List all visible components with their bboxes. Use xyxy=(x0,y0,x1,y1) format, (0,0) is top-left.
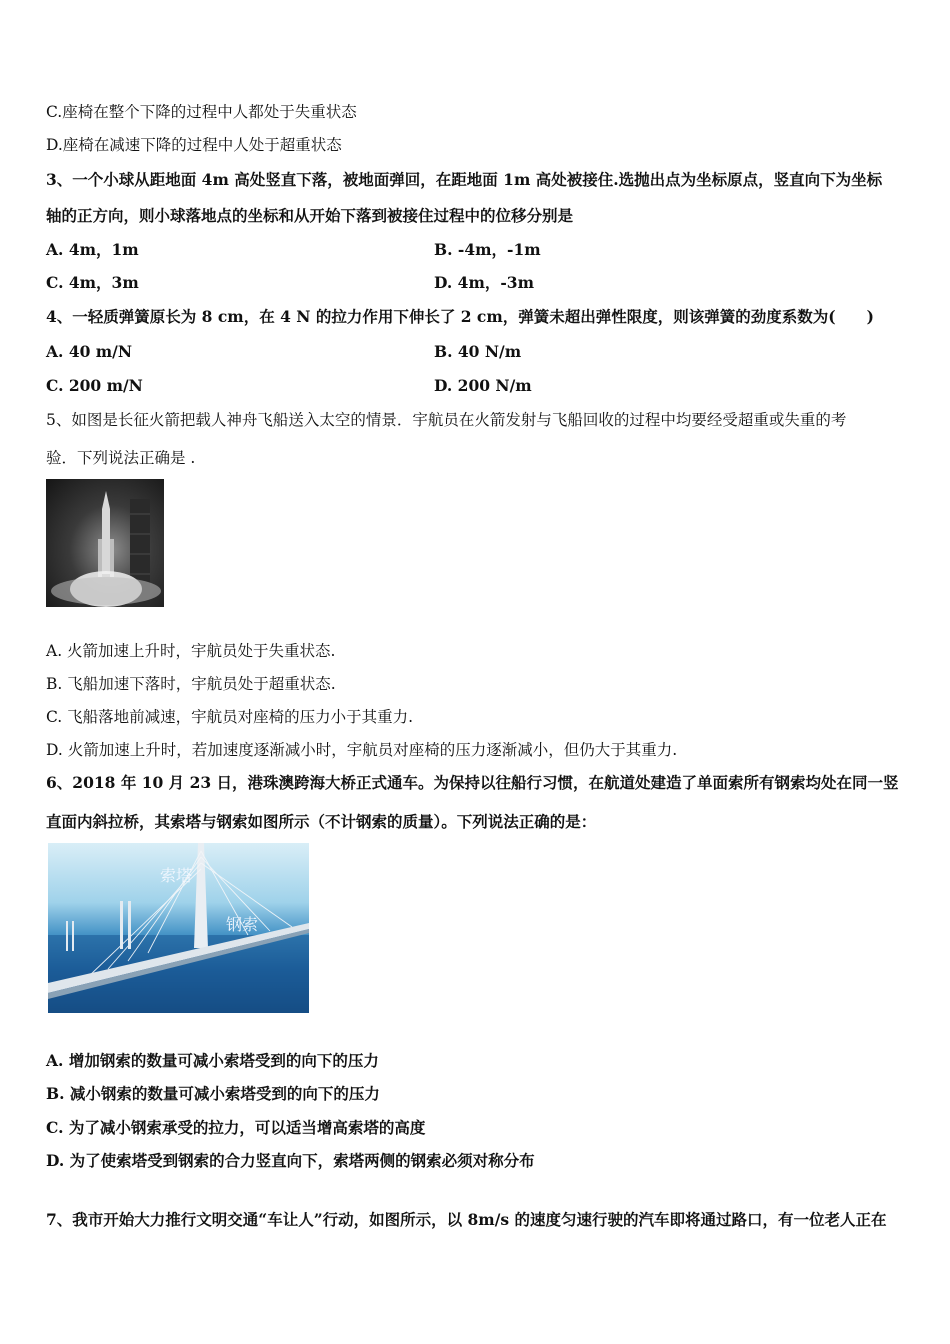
q4-stem: 4、一轻质弹簧原长为 8 cm，在 4 N 的拉力作用下伸长了 2 cm，弹簧未超出弹性限度，则该弹簧的劲度系数为( ) xyxy=(46,307,874,326)
q6-option-b: B. 减小钢索的数量可减小索塔受到的向下的压力 xyxy=(46,1084,380,1103)
q4-option-a: A. 40 m/N xyxy=(46,342,133,361)
q3-stem-cont: 轴的正方向，则小球落地点的坐标和从开始下落到被接住过程中的位移分别是 xyxy=(46,206,574,225)
q3-option-a: A. 4m，1m xyxy=(46,240,139,259)
q4-option-c: C. 200 m/N xyxy=(46,376,143,395)
q5-stem: 5、如图是长征火箭把载人神舟飞船送入太空的情景．宇航员在火箭发射与飞船回收的过程中均要经受超重或失重的考 xyxy=(46,411,847,429)
q3-option-b: B. -4m，-1m xyxy=(434,240,541,259)
q6-stem-cont: 直面内斜拉桥，其索塔与钢索如图所示（不计钢索的质量）。下列说法正确的是： xyxy=(46,812,597,831)
bridge-photo xyxy=(48,843,309,1013)
rocket-launch-photo xyxy=(46,479,164,607)
q4-option-d: D. 200 N/m xyxy=(434,376,532,395)
q3-option-c: C. 4m，3m xyxy=(46,273,139,292)
q6-option-a: A. 增加钢索的数量可减小索塔受到的向下的压力 xyxy=(46,1051,379,1070)
tower-label: 索塔 xyxy=(160,866,193,885)
q5-option-b: B. 飞船加速下落时，宇航员处于超重状态. xyxy=(46,675,336,693)
cable-label: 钢索 xyxy=(226,915,259,934)
q6-stem: 6、2018 年 10 月 23 日，港珠澳跨海大桥正式通车。为保持以往船行习惯，在航道处建造了单面索所有钢索均处在同一竖 xyxy=(46,773,899,792)
q3-stem: 3、一个小球从距地面 4m 高处竖直下落，被地面弹回，在距地面 1m 高处被接住.选抛出点为坐标原点，竖直向下为坐标 xyxy=(46,170,883,189)
q2-option-d: D.座椅在减速下降的过程中人处于超重状态 xyxy=(46,136,342,154)
q4-option-b: B. 40 N/m xyxy=(434,342,522,361)
q5-stem-cont: 验．下列说法正确是 . xyxy=(46,449,196,467)
q5-option-d: D. 火箭加速上升时，若加速度逐渐减小时，宇航员对座椅的压力逐渐减小，但仍大于其重力. xyxy=(46,741,678,759)
q6-option-c: C. 为了减小钢索承受的拉力，可以适当增高索塔的高度 xyxy=(46,1118,426,1137)
rocket-illustration xyxy=(46,479,164,607)
q5-option-c: C. 飞船落地前减速，宇航员对座椅的压力小于其重力. xyxy=(46,708,414,726)
q2-option-c: C.座椅在整个下降的过程中人都处于失重状态 xyxy=(46,103,357,121)
q3-option-d: D. 4m，-3m xyxy=(434,273,534,292)
q7-stem: 7、我市开始大力推行文明交通“车让人”行动，如图所示，以 8m/s 的速度匀速行驶的汽车即将通过路口，有一位老人正在 xyxy=(46,1210,887,1229)
q5-option-a: A. 火箭加速上升时，宇航员处于失重状态. xyxy=(46,642,336,660)
q6-option-d: D. 为了使索塔受到钢索的合力竖直向下，索塔两侧的钢索必须对称分布 xyxy=(46,1151,535,1170)
